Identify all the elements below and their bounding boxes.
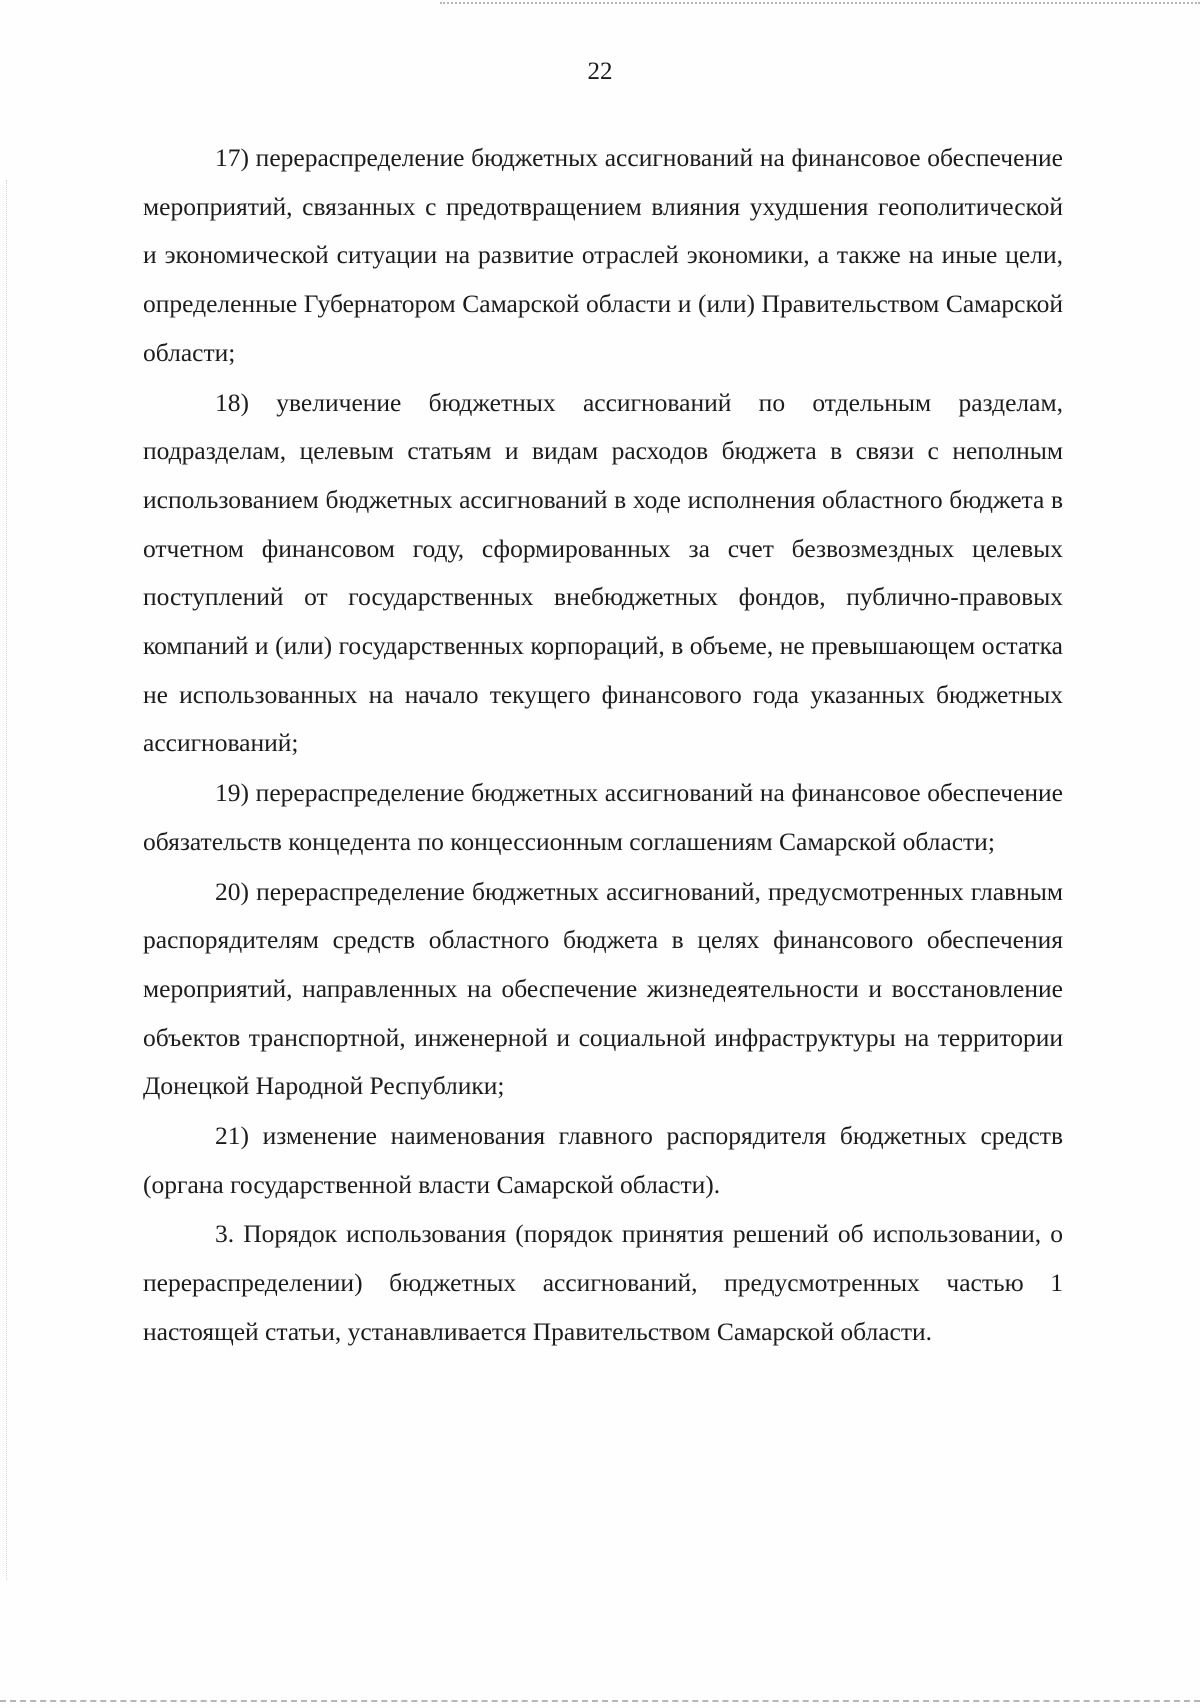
page-number: 22 — [587, 58, 613, 85]
paragraph-item-19: 19) перераспределение бюджетных ассигнований на финансовое обеспечение обязательств концедента по концессионным соглашениям Самарской области; — [143, 778, 1063, 856]
scan-edge-left — [6, 180, 7, 1580]
scan-edge-bottom — [0, 1700, 1200, 1702]
paragraph-item-21: 21) изменение наименования главного распорядителя бюджетных средств (органа государственной власти Самарской области). — [143, 1121, 1063, 1199]
paragraph-part-3: 3. Порядок использования (порядок принятия решений об использовании, о перераспределении) бюджетных ассигнований, предусмотренных частью 1 настоящей статьи, устанавливается Правительством Самарской области. — [143, 1219, 1063, 1346]
paragraph-item-20: 20) перераспределение бюджетных ассигнований, предусмотренных главным распорядителям средств областного бюджета в целях финансового обеспечения мероприятий, направленных на обеспечение жизнедеятельности и восстановление объектов транспортной, инженерной и социальной инфраструктуры на территории Донецкой Народной Республики; — [143, 876, 1063, 1101]
document-body — [143, 134, 1063, 1358]
paragraph-item-18: 18) увеличение бюджетных ассигнований по отдельным разделам, подразделам, целевым статьям и видам расходов бюджета в связи с неполным использованием бюджетных ассигнований в ходе исполнения областного бюджета в отчетном финансовом году, сформированных за счет безвозмездных целевых поступлений от государственных внебюджетных фондов, публично-правовых компаний и (или) государственных корпораций, в объеме, не превышающем остатка не использованных на начало текущего финансового года указанных бюджетных ассигнований; — [143, 387, 1063, 758]
paragraph-item-17: 17) перераспределение бюджетных ассигнований на финансовое обеспечение мероприятий, связанных с предотвращением влияния ухудшения геополитической и экономической ситуации на развитие отраслей экономики, а также на иные цели, определенные Губернатором Самарской области и (или) Правительством Самарской области; — [143, 143, 1063, 367]
scan-edge-top — [440, 2, 1200, 4]
